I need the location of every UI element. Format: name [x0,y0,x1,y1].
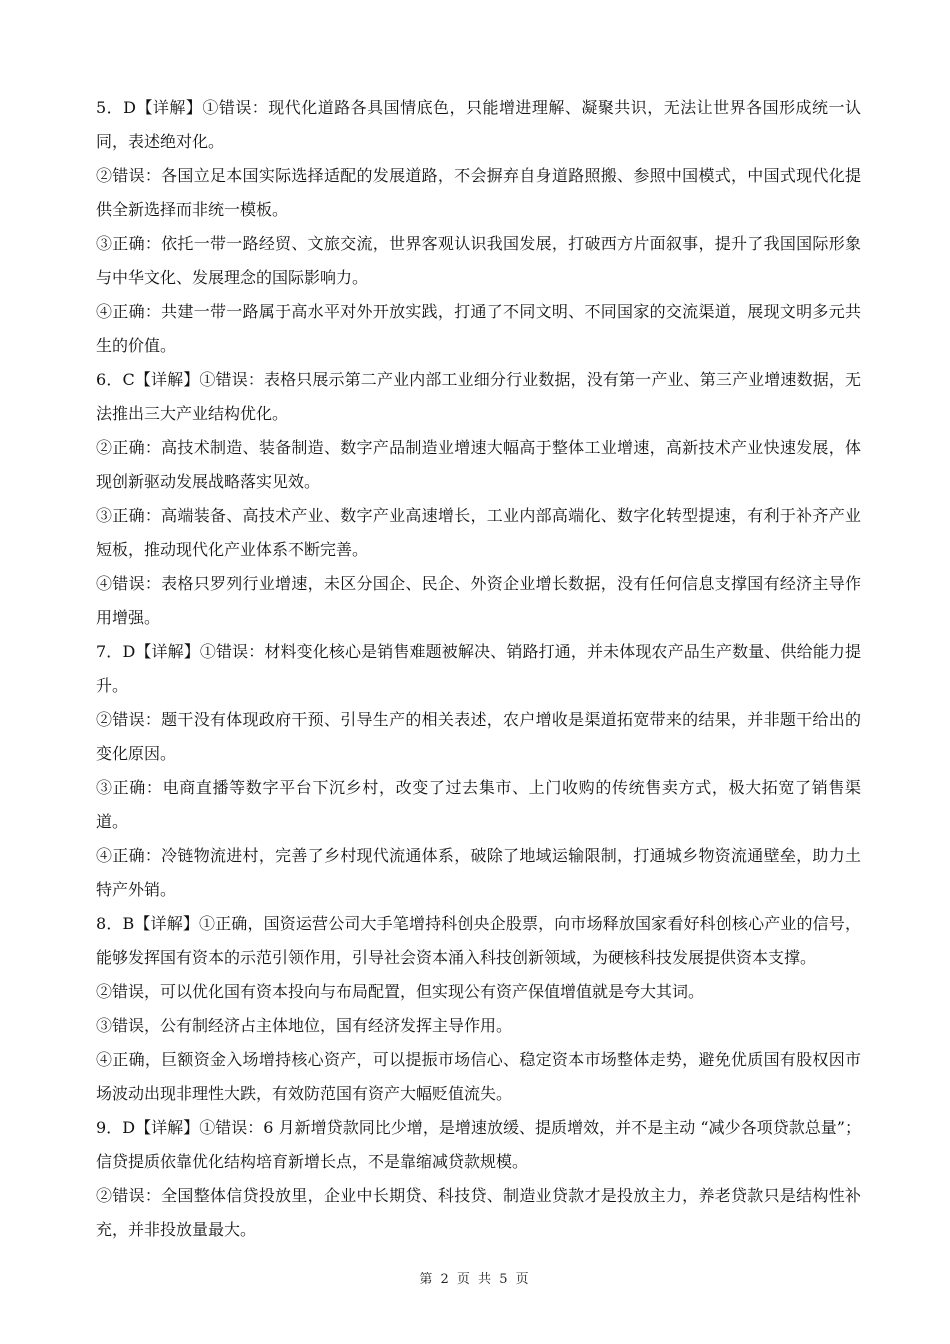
question-first-paragraph [96,635,861,703]
answer-explanations [96,91,861,1247]
answer-letter: C [122,370,135,389]
question-first-paragraph [96,907,861,975]
question-first-paragraph [96,91,861,159]
question-block [96,907,861,1111]
explanation-tag: 【详解】 [135,98,203,117]
question-number: 5． [96,98,124,117]
explanation-paragraph: ④正确，巨额资金入场增持核心资产，可以提振市场信心、稳定资本市场整体走势，避免优质国有股权因市场波动出现非理性大跌，有效防范国有资产大幅贬值流失。 [96,1050,861,1103]
explanation-paragraph: ③正确：电商直播等数字平台下沉乡村，改变了过去集市、上门收购的传统售卖方式，极大拓宽了销售渠道。 [96,778,861,831]
answer-letter: B [122,914,135,933]
question-number: 9． [96,1118,123,1137]
explanation-paragraph: ②正确：高技术制造、装备制造、数字产品制造业增速大幅高于整体工业增速，高新技术产业快速发展，体现创新驱动发展战略落实见效。 [96,438,861,491]
explanation-tag: 【详解】 [135,1118,200,1137]
explanation-text: ①错误：现代化道路各具国情底色，只能增进理解、凝聚共识，无法让世界各国形成统一认同，表述绝对化。 [96,98,861,151]
explanation-paragraph: ②错误：题干没有体现政府干预、引导生产的相关表述，农户增收是渠道拓宽带来的结果，并非题干给出的变化原因。 [96,710,861,763]
question-block [96,91,861,363]
explanation-paragraph: ④正确：冷链物流进村，完善了乡村现代流通体系，破除了地域运输限制，打通城乡物资流通壁垒，助力土特产外销。 [96,846,861,899]
answer-letter: D [122,1118,136,1137]
explanation-text: ①错误：6 月新增贷款同比少增，是增速放缓、提质增效，并不是主动 “减少各项贷款总量”；信贷提质依靠优化结构培育新增长点，不是靠缩减贷款规模。 [96,1118,861,1171]
question-first-paragraph [96,1111,861,1179]
explanation-paragraph: ③错误，公有制经济占主体地位，国有经济发挥主导作用。 [96,1016,513,1035]
explanation-paragraph: ④正确：共建一带一路属于高水平对外开放实践，打通了不同文明、不同国家的交流渠道，展现文明多元共生的价值。 [96,302,861,355]
explanation-paragraph: ④错误：表格只罗列行业增速，未区分国企、民企、外资企业增长数据，没有任何信息支撑国有经济主导作用增强。 [96,574,861,627]
explanation-tag: 【详解】 [135,642,200,661]
question-number: 7． [96,642,123,661]
page-footer: 第 2 页 共 5 页 [419,1272,531,1287]
answer-letter: D [122,642,136,661]
question-number: 6． [96,370,123,389]
explanation-text: ①正确，国资运营公司大手笔增持科创央企股票，向市场释放国家看好科创核心产业的信号，能够发挥国有资本的示范引领作用，引导社会资本涌入科技创新领域，为硬核科技发展提供资本支撑。 [96,914,861,967]
explanation-paragraph: ②错误：全国整体信贷投放里，企业中长期贷、科技贷、制造业贷款才是投放主力，养老贷款只是结构性补充，并非投放量最大。 [96,1186,861,1239]
explanation-paragraph: ②错误，可以优化国有资本投向与布局配置，但实现公有资产保值增值就是夸大其词。 [96,982,705,1001]
question-block [96,1111,861,1247]
explanation-text: ①错误：材料变化核心是销售难题被解决、销路打通，并未体现农产品生产数量、供给能力提升。 [96,642,861,695]
explanation-paragraph: ③正确：高端装备、高技术产业、数字产业高速增长，工业内部高端化、数字化转型提速，有利于补齐产业短板，推动现代化产业体系不断完善。 [96,506,861,559]
answer-letter: D [123,98,136,117]
explanation-paragraph: ②错误：各国立足本国实际选择适配的发展道路，不会摒弃自身道路照搬、参照中国模式，中国式现代化提供全新选择而非统一模板。 [96,166,861,219]
question-block [96,635,861,907]
explanation-tag: 【详解】 [134,914,199,933]
question-first-paragraph [96,363,861,431]
explanation-text: ①错误：表格只展示第二产业内部工业细分行业数据，没有第一产业、第三产业增速数据，无法推出三大产业结构优化。 [96,370,861,423]
explanation-paragraph: ③正确：依托一带一路经贸、文旅交流，世界客观认识我国发展，打破西方片面叙事，提升了我国国际形象与中华文化、发展理念的国际影响力。 [96,234,861,287]
question-block [96,363,861,635]
question-number: 8． [96,914,123,933]
explanation-tag: 【详解】 [134,370,200,389]
